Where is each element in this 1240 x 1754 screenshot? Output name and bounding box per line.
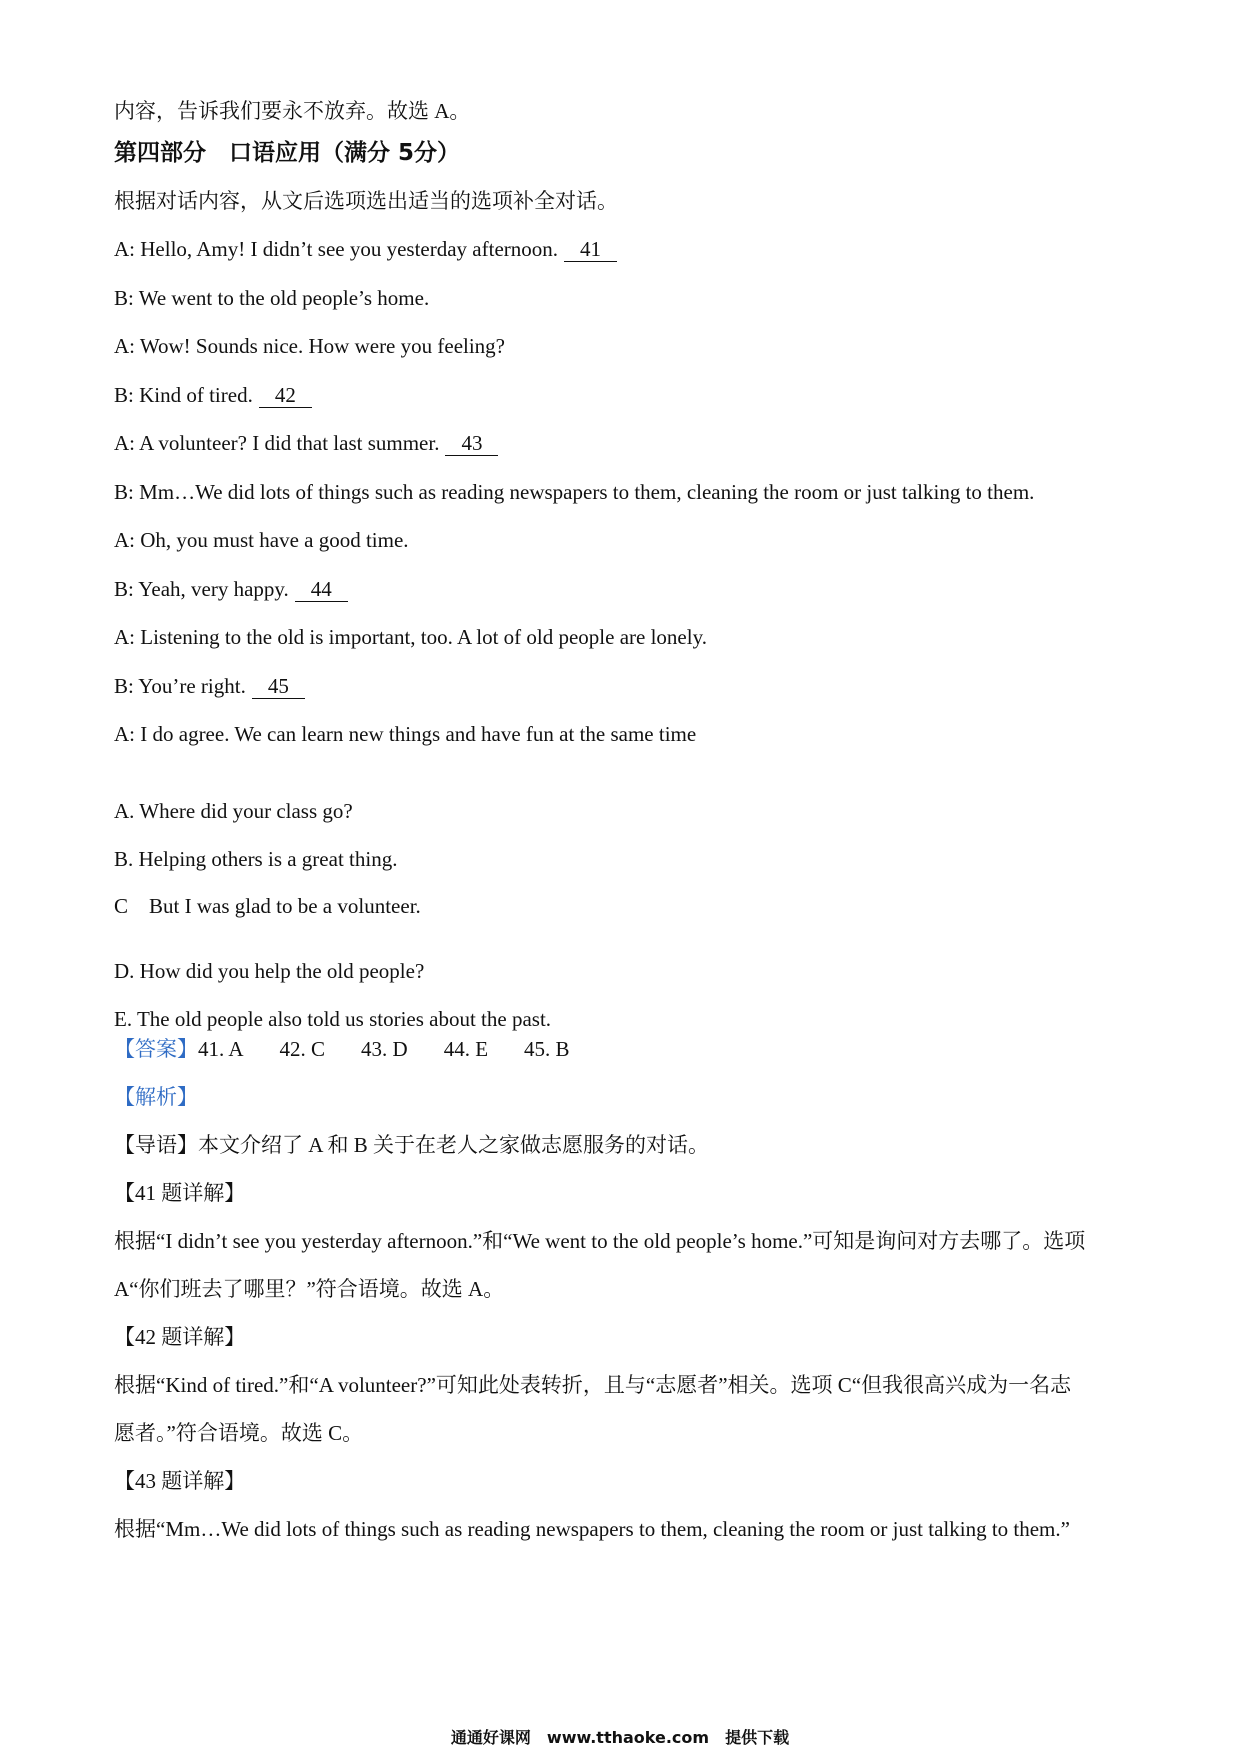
answer-item: 41. A — [198, 1037, 244, 1061]
answers-list — [198, 1037, 606, 1061]
dialogue-line — [114, 380, 312, 410]
answer-blank: 41 — [564, 237, 617, 262]
q42-title: 【42 题详解】 — [114, 1325, 246, 1349]
dialogue-text: B: We went to the old people’s home. — [114, 285, 430, 310]
q43-explanation-1: 根据“Mm…We did lots of things such as reading newspapers to them, cleaning the room or just talking to them.” — [114, 1517, 1070, 1541]
option-item: C But I was glad to be a volunteer. — [114, 894, 421, 918]
dialogue-text: B: You’re right. — [114, 673, 246, 698]
option-item: B. Helping others is a great thing. — [114, 847, 398, 871]
answer-tag: 【答案】 — [114, 1037, 198, 1061]
answer-blank: 44 — [295, 577, 348, 602]
q41-explanation-1: 根据“I didn’t see you yesterday afternoon.”和“We went to the old people’s home.”可知是询问对方去哪了。选项 — [114, 1229, 1086, 1253]
option-item: E. The old people also told us stories about the past. — [114, 1007, 552, 1031]
instruction: 根据对话内容，从文后选项选出适当的选项补全对话。 — [114, 189, 618, 213]
q42-explanation-1: 根据“Kind of tired.”和“A volunteer?”可知此处表转折，且与“志愿者”相关。选项 C“但我很高兴成为一名志 — [114, 1373, 1072, 1397]
answer-blank: 43 — [445, 431, 498, 456]
analysis-tag: 【解析】 — [114, 1085, 198, 1109]
dialogue-line — [114, 719, 696, 749]
q43-title: 【43 题详解】 — [114, 1469, 246, 1493]
dialogue-text: A: Hello, Amy! I didn’t see you yesterday afternoon. — [114, 237, 559, 261]
guide-line: 【导语】本文介绍了 A 和 B 关于在老人之家做志愿服务的对话。 — [114, 1133, 710, 1157]
dialogue-line — [114, 671, 305, 701]
answer-item: 45. B — [524, 1037, 570, 1061]
page-footer: 通通好课网 www.tthaoke.com 提供下载 — [450, 1728, 790, 1747]
dialogue-line — [114, 525, 409, 555]
dialogue-line — [114, 428, 498, 458]
dialogue-text: B: Yeah, very happy. — [114, 576, 289, 601]
dialogue-text: A: I do agree. We can learn new things and have fun at the same time — [114, 722, 697, 746]
option-item: D. How did you help the old people? — [114, 959, 425, 983]
dialogue-line — [114, 331, 505, 361]
q41-title: 【41 题详解】 — [114, 1181, 246, 1205]
dialogue-line — [114, 234, 617, 264]
answer-blank: 42 — [259, 383, 312, 408]
dialogue-text: A: Oh, you must have a good time. — [114, 528, 409, 552]
answer-item: 42. C — [279, 1037, 326, 1061]
dialogue-text: A: Listening to the old is important, too. A lot of old people are lonely. — [114, 625, 707, 649]
dialogue-line — [114, 477, 1034, 507]
dialogue-text: B: Mm…We did lots of things such as reading newspapers to them, cleaning the room or just talking to them. — [114, 479, 1035, 504]
section-heading: 第四部分 口语应用（满分 5分） — [114, 140, 461, 166]
dialogue-line — [114, 574, 348, 604]
dialogue-text: A: Wow! Sounds nice. How were you feeling? — [114, 334, 506, 358]
intro-line: 内容，告诉我们要永不放弃。故选 A。 — [114, 99, 471, 123]
q41-explanation-2: A“你们班去了哪里？”符合语境。故选 A。 — [114, 1277, 505, 1301]
answer-blank: 45 — [252, 674, 305, 699]
answer-item: 43. D — [361, 1037, 408, 1061]
q42-explanation-2: 愿者。”符合语境。故选 C。 — [114, 1421, 364, 1445]
dialogue-text: A: A volunteer? I did that last summer. — [114, 431, 440, 455]
dialogue-line — [114, 622, 707, 652]
answer-line — [114, 1034, 606, 1064]
dialogue-line — [114, 283, 429, 313]
option-item: A. Where did your class go? — [114, 799, 353, 823]
answer-item: 44. E — [443, 1037, 489, 1061]
dialogue-text: B: Kind of tired. — [114, 382, 253, 407]
